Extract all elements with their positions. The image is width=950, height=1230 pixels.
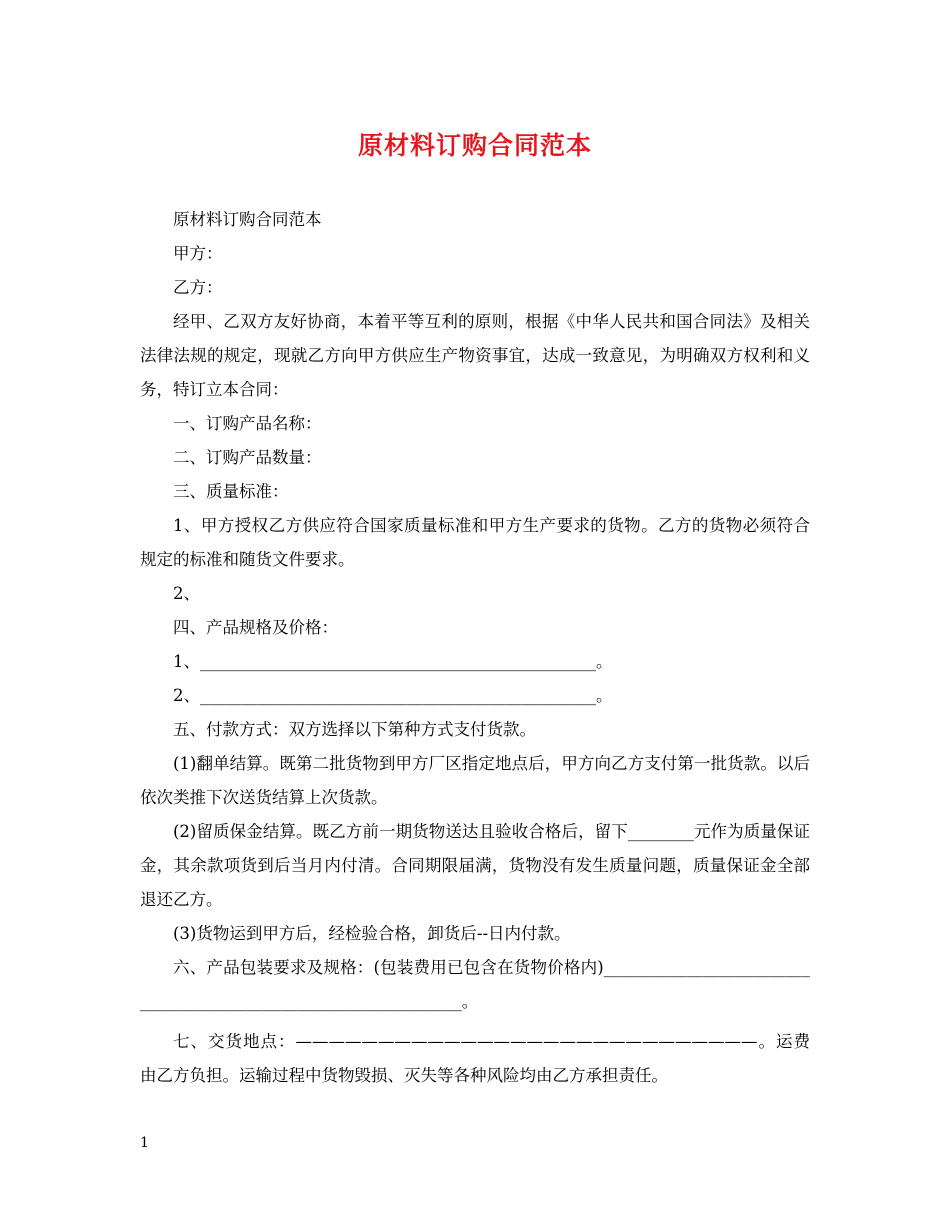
paragraph-product-quantity: 二、订购产品数量： — [173, 448, 322, 467]
document-body — [140, 203, 810, 1093]
paragraph-spec-item-2: 2、________________________________________________。 — [173, 686, 613, 705]
paragraph-payment-option-1: (1)翻单结算。既第二批货物到甲方厂区指定地点后，甲方向乙方支付第一批货款。以后依次类推下次送货结算上次货款。 — [140, 754, 810, 807]
paragraph-quality-item-1: 1、甲方授权乙方供应符合国家质量标准和甲方生产要求的货物。乙方的货物必须符合规定的标准和随货文件要求。 — [140, 516, 810, 569]
paragraph-product-name: 一、订购产品名称： — [173, 414, 322, 433]
paragraph-payment-option-3: (3)货物运到甲方后，经检验合格，卸货后--日内付款。 — [173, 924, 571, 943]
paragraph-quality-standard: 三、质量标准： — [173, 482, 289, 501]
paragraph-payment-option-2: (2)留质保金结算。既乙方前一期货物送达且验收合格后，留下________元作为质量保证金，其余款项货到后当月内付清。合同期限届满，货物没有发生质量问题，质量保证金全部退还乙方。 — [140, 822, 810, 909]
paragraph-party-a: 甲方： — [173, 244, 223, 263]
page-number: 1 — [140, 1135, 149, 1151]
paragraph-spec-item-1: 1、________________________________________________。 — [173, 652, 613, 671]
paragraph-quality-item-2: 2、 — [173, 584, 200, 603]
paragraph-party-b: 乙方： — [173, 278, 223, 297]
paragraph-spec-price: 四、产品规格及价格： — [173, 618, 338, 637]
paragraph-packaging: 六、产品包装要求及规格：(包装费用已包含在货物价格内)________________________________________________________________。 — [140, 958, 810, 1011]
paragraph-preamble: 经甲、乙双方友好协商，本着平等互利的原则，根据《中华人民共和国合同法》及相关法律法规的规定，现就乙方向甲方供应生产物资事宜，达成一致意见，为明确双方权利和义务，特订立本合同： — [140, 312, 810, 399]
paragraph-payment-method: 五、付款方式：双方选择以下第种方式支付货款。 — [173, 720, 536, 739]
document-title: 原材料订购合同范本 — [357, 131, 592, 160]
paragraph-delivery-location: 七、交货地点：————————————————————————————。运费由乙方负担。运输过程中货物毁损、灭失等各种风险均由乙方承担责任。 — [140, 1032, 810, 1085]
paragraph-heading: 原材料订购合同范本 — [173, 210, 322, 229]
